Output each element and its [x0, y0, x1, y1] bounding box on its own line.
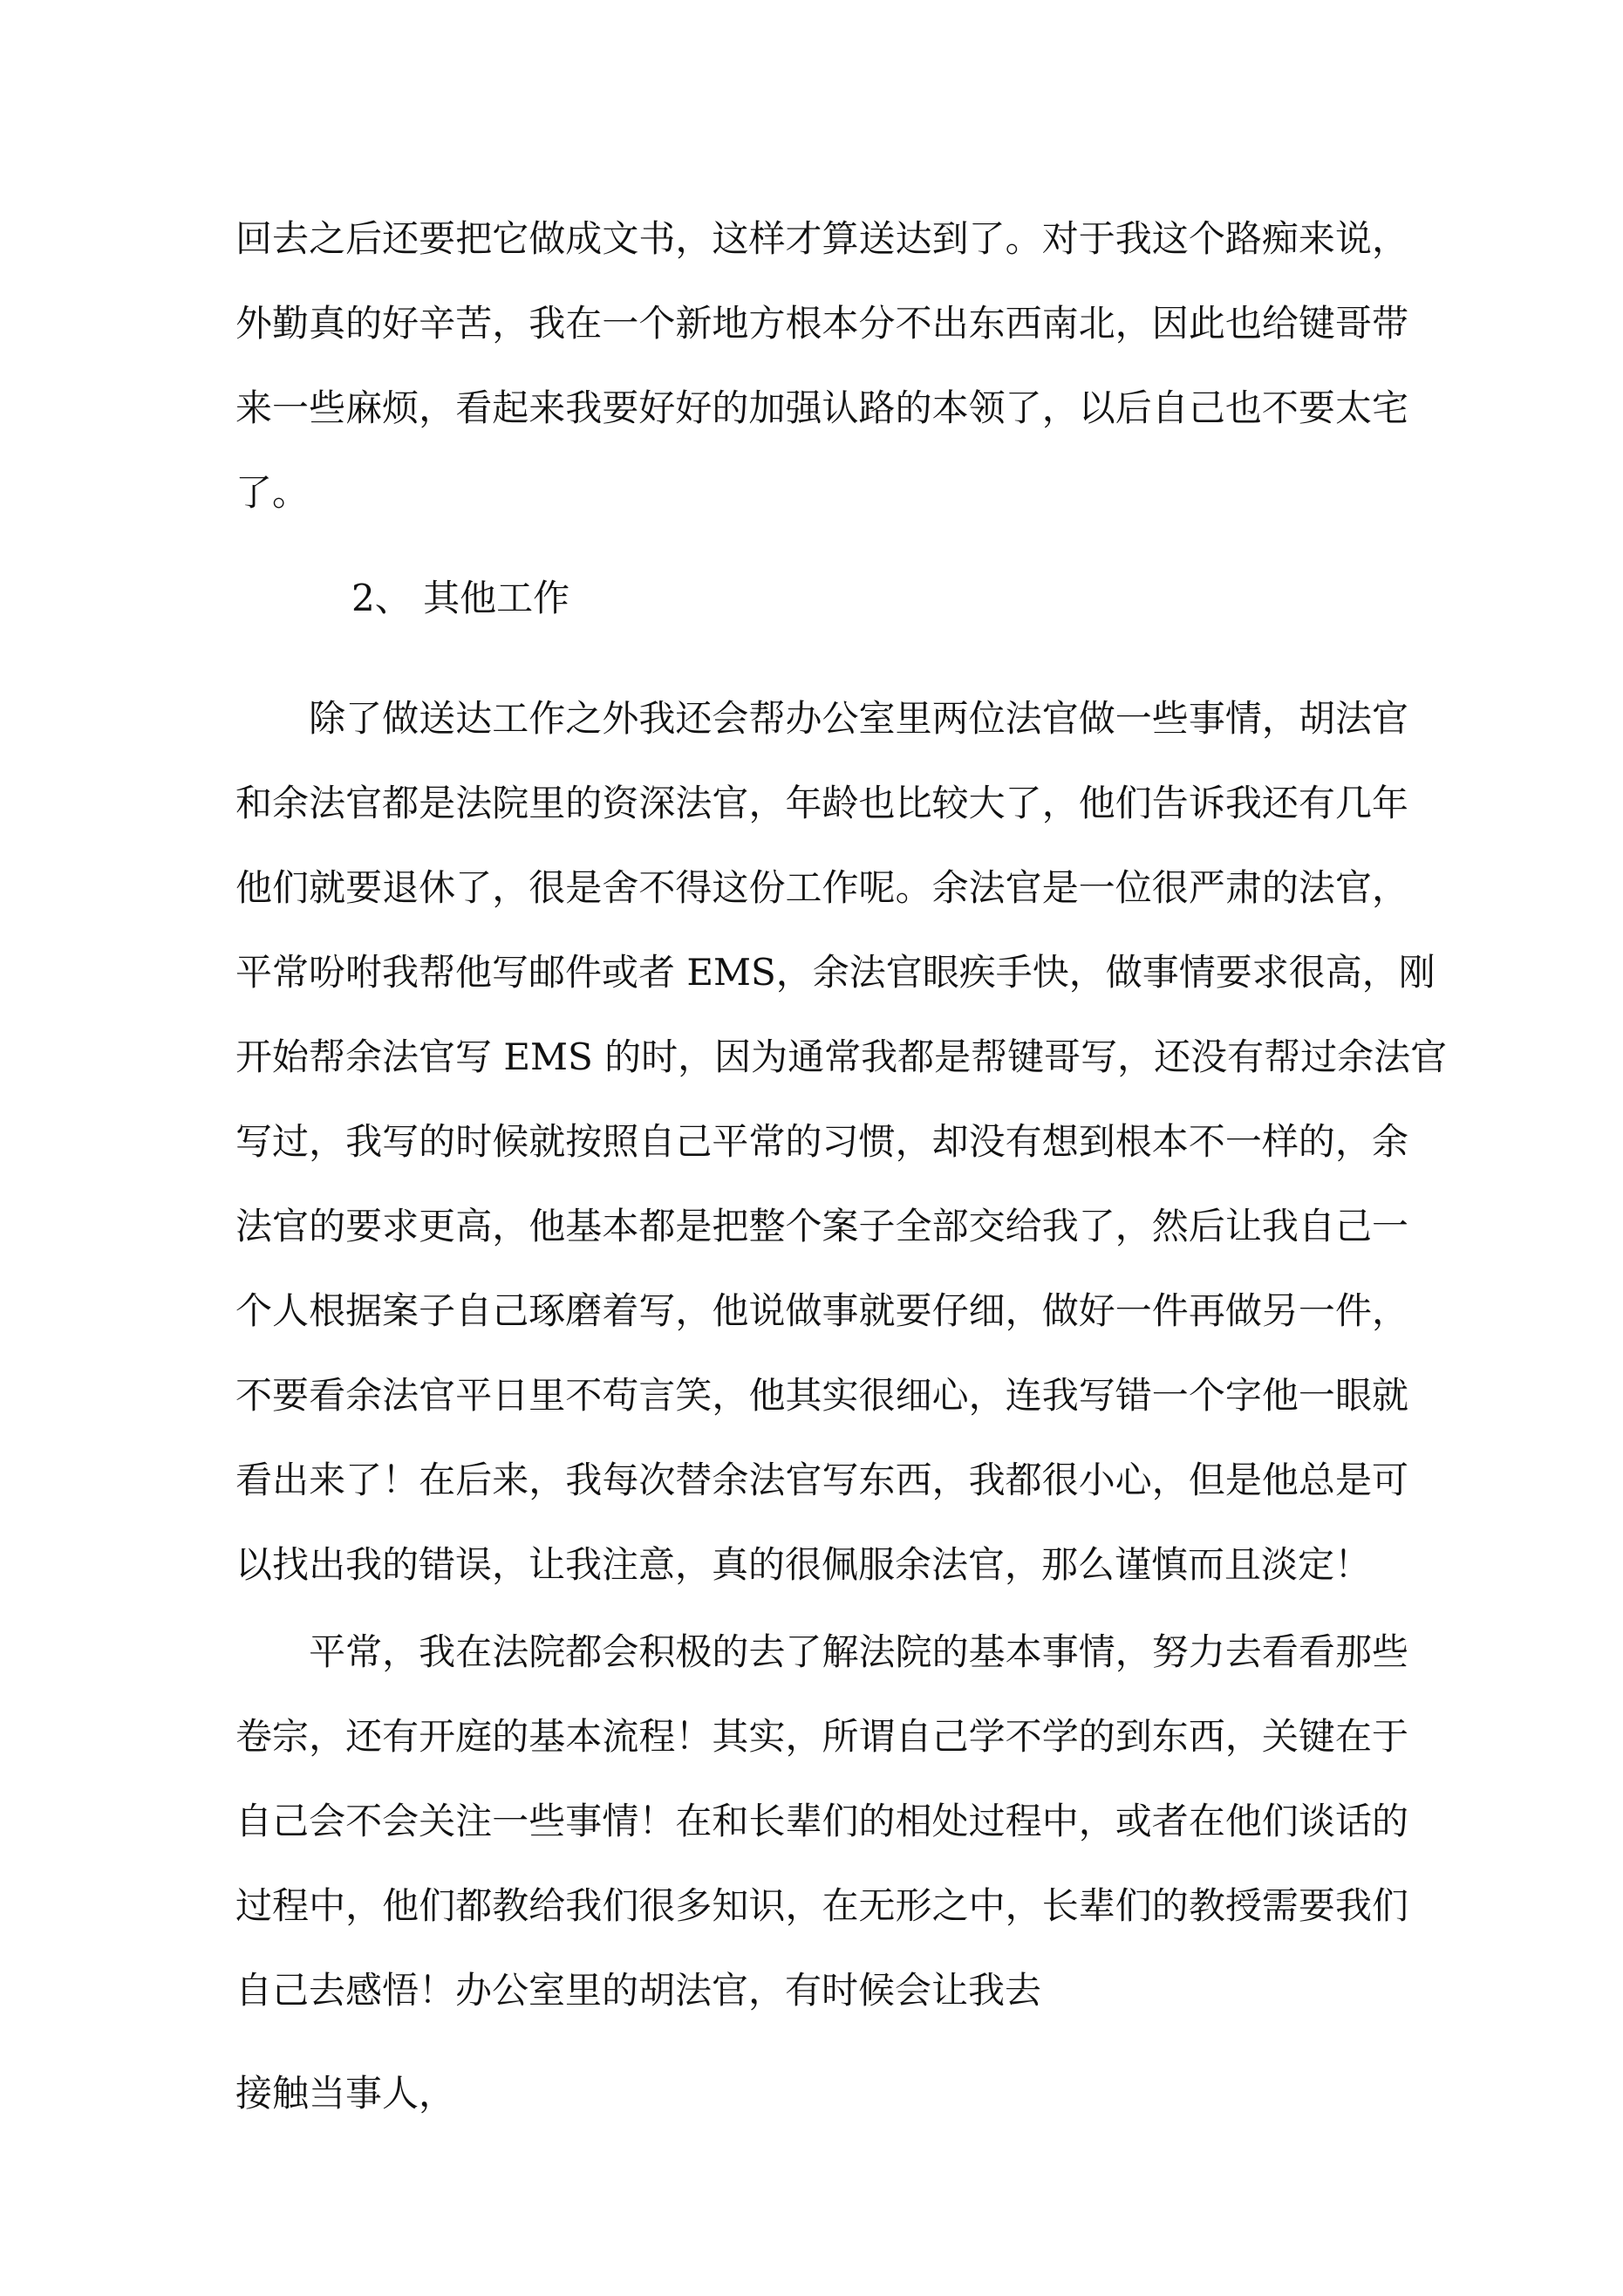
paragraph-3-line-3: 自己会不会关注一些事情！在和长辈们的相处过程中，或者在他们谈话的	[235, 1800, 1408, 1842]
paragraph-2-line-7: 法官的要求更高，他基本都是把整个案子全部交给我了，然后让我自己一	[235, 1205, 1408, 1247]
paragraph-1-line-3: 来一些麻烦，看起来我要好好的加强认路的本领了，以后自己也不要太宅	[235, 386, 1408, 429]
paragraph-2-line-4: 平常吩咐我帮他写邮件或者 EMS，余法官眼疾手快，做事情要求很高，刚	[235, 951, 1435, 994]
paragraph-2-line-3: 他们就要退休了，很是舍不得这份工作呢。余法官是一位很严肃的法官，	[235, 866, 1408, 909]
paragraph-1-line-1: 回去之后还要把它做成文书，这样才算送达到了。对于我这个路痴来说，	[235, 217, 1408, 260]
paragraph-3-line-2: 卷宗，还有开庭的基本流程！其实，所谓自己学不学的到东西，关键在于	[235, 1715, 1408, 1758]
paragraph-1-line-4: 了。	[235, 471, 310, 514]
paragraph-2-line-11: 以找出我的错误，让我注意，真的很佩服余法官，那么谨慎而且淡定！	[235, 1543, 1372, 1586]
paragraph-1	[235, 196, 1408, 535]
paragraph-3-line-1: 平常，我在法院都会积极的去了解法院的基本事情，努力去看看那些	[235, 1630, 1408, 1673]
paragraph-3-line-4: 过程中，他们都教给我们很多知识，在无形之中，长辈们的教授需要我们	[235, 1884, 1408, 1927]
paragraph-2-line-8: 个人根据案子自己琢磨着写，他说做事就要仔细，做好一件再做另一件，	[235, 1289, 1408, 1332]
paragraph-3-line-5: 自己去感悟！办公室里的胡法官，有时候会让我去	[235, 1969, 1042, 2012]
paragraph-3	[235, 1609, 1408, 2033]
paragraph-2-line-5: 开始帮余法官写 EMS 的时，因为通常我都是帮键哥写，还没有帮过余法官	[235, 1035, 1448, 1078]
paragraph-2-line-2: 和余法官都是法院里的资深法官，年龄也比较大了，他们告诉我还有几年	[235, 782, 1408, 824]
paragraph-2-line-1: 除了做送达工作之外我还会帮办公室里两位法官做一些事情，胡法官	[235, 697, 1408, 740]
paragraph-2	[235, 676, 1448, 1607]
section-heading: 2、 其他工作	[351, 577, 570, 619]
paragraph-2-line-6: 写过，我写的时候就按照自己平常的习惯，却没有想到根本不一样的，余	[235, 1120, 1408, 1163]
paragraph-2-line-10: 看出来了！在后来，我每次替余法官写东西，我都很小心，但是他总是可	[235, 1459, 1408, 1501]
paragraph-2-line-9: 不要看余法官平日里不苟言笑，他其实很细心，连我写错一个字他一眼就	[235, 1374, 1408, 1417]
paragraph-1-line-2: 外勤真的好辛苦，我在一个新地方根本分不出东西南北，因此也给键哥带	[235, 302, 1408, 345]
trailing-line: 接触当事人，	[235, 2072, 456, 2115]
